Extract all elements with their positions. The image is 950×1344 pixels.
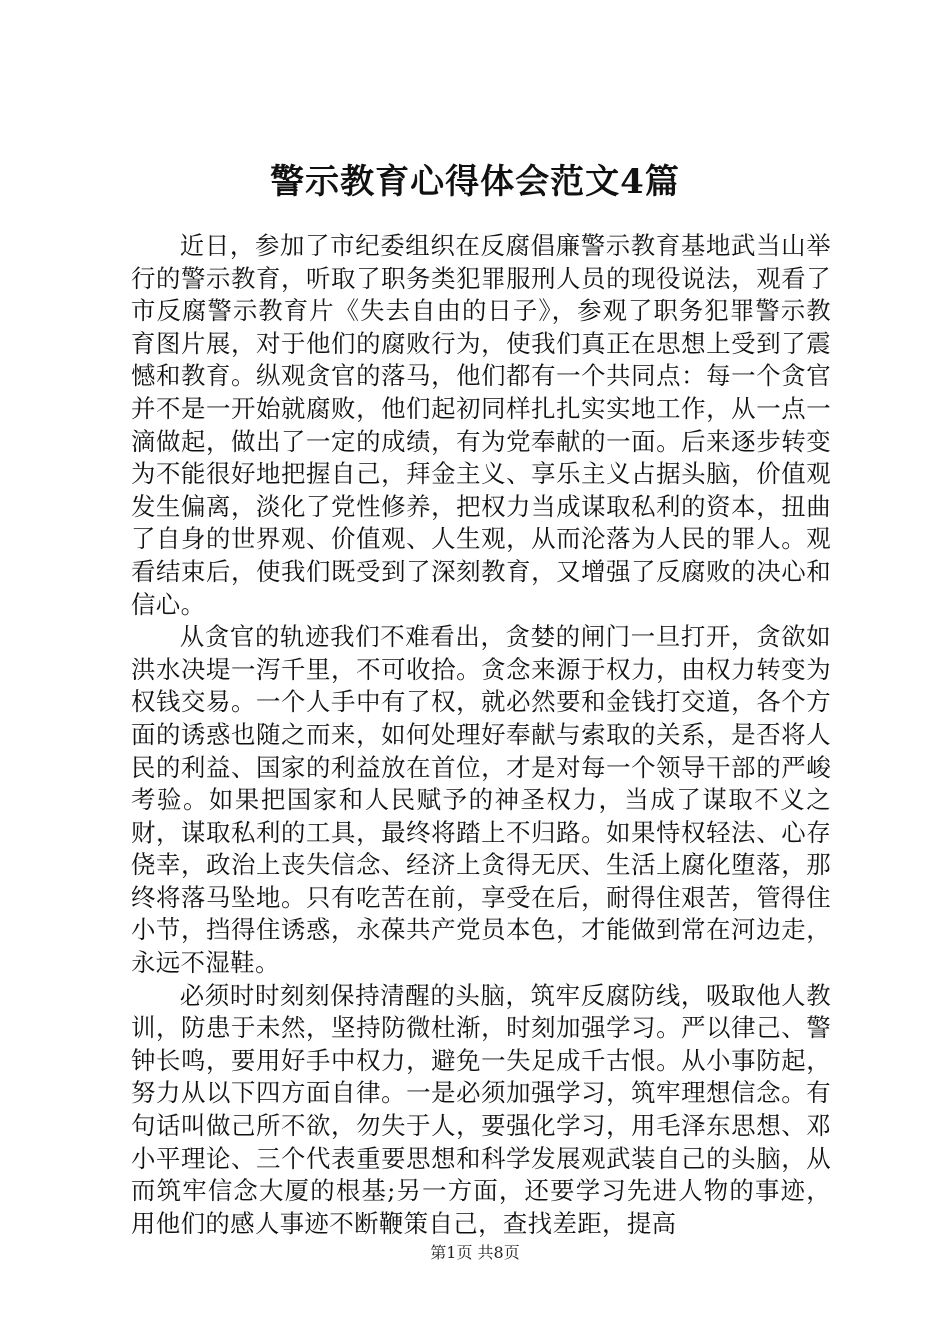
paragraph-3: 必须时时刻刻保持清醒的头脑，筑牢反腐防线，吸取他人教训，防患于未然，坚持防微杜渐，时刻加强学习。严以律己、警钟长鸣，要用好手中权力，避免一失足成千古恨。从小事防起，努力从以下四方面自律。一是必须加强学习，筑牢理想信念。有句话叫做己所不欲，勿失于人，要强化学习，用毛泽东思想、邓小平理论、三个代表重要思想和科学发展观武装自己的头脑，从而筑牢信念大厦的根基;另一方面，还要学习先进人物的事迹，用他们的感人事迹不断鞭策自己，查找差距，提高 [131,980,831,1238]
paragraph-2: 从贪官的轨迹我们不难看出，贪婪的闸门一旦打开，贪欲如洪水决堤一泻千里，不可收拾。贪念来源于权力，由权力转变为权钱交易。一个人手中有了权，就必然要和金钱打交道，各个方面的诱惑也随之而来，如何处理好奉献与索取的关系，是否将人民的利益、国家的利益放在首位，才是对每一个领导干部的严峻考验。如果把国家和人民赋予的神圣权力，当成了谋取不义之财，谋取私利的工具，最终将踏上不归路。如果恃权轻法、心存侥幸，政治上丧失信念、经济上贪得无厌、生活上腐化堕落，那终将落马坠地。只有吃苦在前，享受在后，耐得住艰苦，管得住小节，挡得住诱惑，永葆共产党员本色，才能做到常在河边走，永远不湿鞋。 [131,622,831,978]
document-title: 警示教育心得体会范文4篇 [270,162,680,202]
document-body [131,230,831,1240]
paragraph-1: 近日，参加了市纪委组织在反腐倡廉警示教育基地武当山举行的警示教育，听取了职务类犯罪服刑人员的现役说法，观看了市反腐警示教育片《失去自由的日子》，参观了职务犯罪警示教育图片展，对于他们的腐败行为，使我们真正在思想上受到了震憾和教育。纵观贪官的落马，他们都有一个共同点：每一个贪官并不是一开始就腐败，他们起初同样扎扎实实地工作，从一点一滴做起，做出了一定的成绩，有为党奉献的一面。后来逐步转变为不能很好地把握自己，拜金主义、享乐主义占据头脑，价值观发生偏离，淡化了党性修养，把权力当成谋取私利的资本，扭曲了自身的世界观、价值观、人生观，从而沦落为人民的罪人。观看结束后，使我们既受到了深刻教育，又增强了反腐败的决心和信心。 [131,231,831,619]
page-number-footer: 第1页 共8页 [430,1243,520,1262]
